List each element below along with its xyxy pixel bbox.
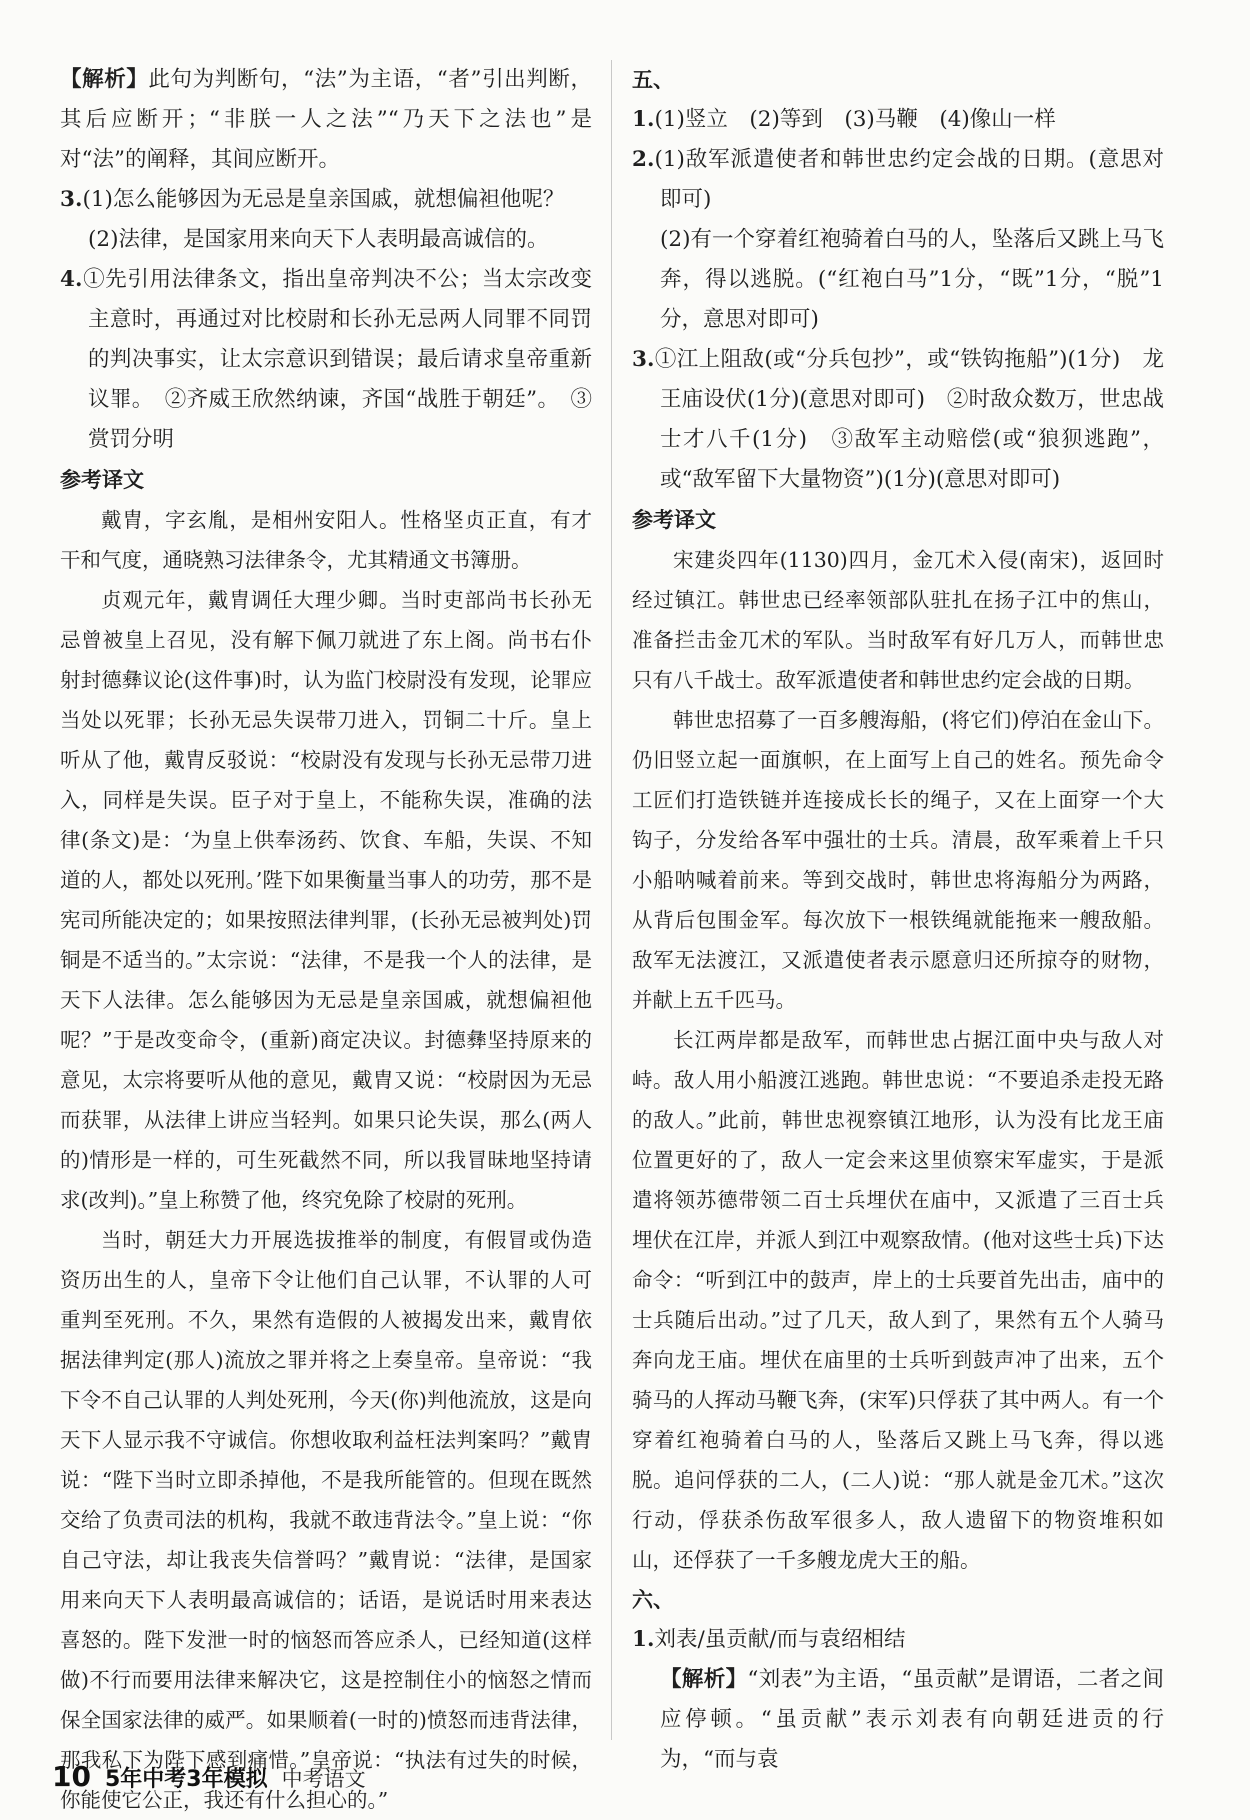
section-five-heading: 五、 (632, 68, 674, 92)
section-six-heading: 六、 (632, 1588, 674, 1612)
question-number: 4. (60, 267, 83, 292)
analysis-block (632, 1660, 1164, 1780)
book-brand: 5年中考3年模拟 (104, 1767, 268, 1792)
book-subject: 中考语文 (281, 1767, 366, 1791)
reference-translation-heading: 参考译文 (632, 508, 716, 532)
question-2 (632, 140, 1164, 220)
analysis-text: 此句为判断句，“法”为主语，“者”引出判断，其后应断开；“非朕一人之法”“乃天下之法也”是对“法”的阐释，其间应断开。 (60, 67, 592, 172)
reference-translation-heading: 参考译文 (60, 468, 144, 492)
question-number: 3. (632, 347, 655, 372)
section-six-question-1-answer: 刘表/虽贡献/而与袁绍相结 (654, 1627, 906, 1652)
left-column (60, 60, 592, 1820)
translation-paragraph: 宋建炎四年(1130)四月，金兀术入侵(南宋)，返回时经过镇江。韩世忠已经率领部队驻扎在扬子江中的焦山，准备拦击金兀术的军队。当时敌军有好几万人，而韩世忠只有八千战士。敌军派遣使者和韩世忠约定会战的日期。 (632, 548, 1164, 692)
section-six-question-1 (632, 1620, 1164, 1660)
translation-paragraph: 当时，朝廷大力开展选拔推举的制度，有假冒或伪造资历出生的人，皇帝下令让他们自己认罪，不认罪的人可重判至死刑。不久，果然有造假的人被揭发出来，戴胄依据法律判定(那人)流放之罪并将之上奏皇帝。皇帝说：“我下令不自己认罪的人判处死刑，今天(你)判他流放，这是向天下人显示我不守诚信。你想收取利益枉法判案吗？”戴胄说：“陛下当时立即杀掉他，不是我所能管的。但现在既然交给了负责司法的机构，我就不敢违背法令。”皇上说：“你自己守法，却让我丧失信誉吗？”戴胄说：“法律，是国家用来向天下人表明最高诚信的；话语，是说话时用来表达喜怒的。陛下发泄一时的恼怒而答应杀人，已经知道(这样做)不行而要用法律来解决它，这是控制住小的恼怒之情而保全国家法律的威严。如果顺着(一时的)愤怒而违背法律，那我私下为陛下感到痛惜。”皇帝说：“执法有过失的时候，你能使它公正，我还有什么担心的。” (60, 1228, 592, 1812)
translation-paragraph: 韩世忠招募了一百多艘海船，(将它们)停泊在金山下。仍旧竖立起一面旗帜，在上面写上自己的姓名。预先命令工匠们打造铁链并连接成长长的绳子，又在上面穿一个大钩子，分发给各军中强壮的士兵。清晨，敌军乘着上千只小船呐喊着前来。等到交战时，韩世忠将海船分为两路，从背后包围金军。每次放下一根铁绳就能拖来一艘敌船。敌军无法渡江，又派遣使者表示愿意归还所掠夺的财物，并献上五千匹马。 (632, 708, 1164, 1012)
question-number: 2. (632, 147, 655, 172)
translation-paragraph: 长江两岸都是敌军，而韩世忠占据江面中央与敌人对峙。敌人用小船渡江逃跑。韩世忠说：“不要追杀走投无路的敌人。”此前，韩世忠视察镇江地形，认为没有比龙王庙位置更好的了，敌人一定会来这里侦察宋军虚实，于是派遣将领苏德带领二百士兵埋伏在庙中，又派遣了三百士兵埋伏在江岸，并派人到江中观察敌情。(他对这些士兵)下达命令：“听到江中的鼓声，岸上的士兵要首先出击，庙中的士兵随后出动。”过了几天，敌人到了，果然有五个人骑马奔向龙王庙。埋伏在庙里的士兵听到鼓声冲了出来，五个骑马的人挥动马鞭飞奔，(宋军)只俘获了其中两人。有一个穿着红袍骑着白马的人，坠落后又跳上马飞奔，得以逃脱。追问俘获的二人，(二人)说：“那人就是金兀术。”这次行动，俘获杀伤敌军很多人，敌人遗留下的物资堆积如山，还俘获了一千多艘龙虎大王的船。 (632, 1028, 1164, 1572)
question-3 (60, 180, 592, 220)
translation-paragraph: 贞观元年，戴胄调任大理少卿。当时吏部尚书长孙无忌曾被皇上召见，没有解下佩刀就进了东上阁。尚书右仆射封德彝议论(这件事)时，认为监门校尉没有发现，论罪应当处以死罪；长孙无忌失误带刀进入，罚铜二十斤。皇上听从了他，戴胄反驳说：“校尉没有发现与长孙无忌带刀进入，同样是失误。臣子对于皇上，不能称失误，准确的法律(条文)是：‘为皇上供奉汤药、饮食、车船，失误、不知道的人，都处以死刑。’陛下如果衡量当事人的功劳，那不是宪司所能决定的；如果按照法律判罪，(长孙无忌被判处)罚铜是不适当的。”太宗说：“法律，不是我一个人的法律，是天下人法律。怎么能够因为无忌是皇亲国戚，就想偏袒他呢？”于是改变命令，(重新)商定决议。封德彝坚持原来的意见，太宗将要听从他的意见，戴胄又说：“校尉因为无忌而获罪，从法律上讲应当轻判。如果只论失误，那么(两人的)情形是一样的，可生死截然不同，所以我冒昧地坚持请求(改判)。”皇上称赞了他，终究免除了校尉的死刑。 (60, 588, 592, 1212)
question-3-answer: ①江上阻敌(或“分兵包抄”，或“铁钩拖船”)(1分) 龙王庙设伏(1分)(意思对即可) ②时敌众数万，世忠战士才八千(1分) ③敌军主动赔偿(或“狼狈逃跑”，或“敌军留下大量物资”)(1分)(意思对即可) (654, 347, 1164, 492)
analysis-text: “刘表”为主语，“虽贡献”是谓语，二者之间应停顿。“虽贡献”表示刘表有向朝廷进贡的行为，“而与袁 (660, 1667, 1164, 1772)
analysis-tag: 【解析】 (60, 67, 149, 92)
right-column (632, 60, 1164, 1780)
question-3-answer-1: (1)怎么能够因为无忌是皇亲国戚，就想偏袒他呢？ (82, 187, 565, 212)
question-4-answer: ①先引用法律条文，指出皇帝判决不公；当太宗改变主意时，再通过对比校尉和长孙无忌两人同罪不同罚的判决事实，让太宗意识到错误；最后请求皇帝重新议罪。 ②齐威王欣然纳谏，齐国“战胜于朝廷”。 ③赏罚分明 (82, 267, 592, 452)
question-number: 1. (632, 107, 655, 132)
analysis-block (60, 60, 592, 180)
question-4 (60, 260, 592, 460)
column-divider (611, 60, 612, 1740)
page-footer (52, 1760, 366, 1796)
question-2-answer-2: (2)有一个穿着红袍骑着白马的人，坠落后又跳上马飞奔，得以逃脱。(“红袍白马”1分，“既”1分，“脱”1分，意思对即可) (660, 227, 1164, 332)
analysis-tag: 【解析】 (660, 1667, 748, 1692)
question-number: 3. (60, 187, 83, 212)
question-number: 1. (632, 1627, 655, 1652)
translation-paragraph: 戴胄，字玄胤，是相州安阳人。性格坚贞正直，有才干和气度，通晓熟习法律条令，尤其精通文书簿册。 (60, 508, 592, 572)
question-1 (632, 100, 1164, 140)
question-1-answer: (1)竖立 (2)等到 (3)马鞭 (4)像山一样 (654, 107, 1056, 132)
question-2-answer-1: (1)敌军派遣使者和韩世忠约定会战的日期。(意思对即可) (654, 147, 1164, 212)
question-3 (632, 340, 1164, 500)
question-3-answer-2: (2)法律，是国家用来向天下人表明最高诚信的。 (88, 227, 549, 252)
page-number: 10 (52, 1760, 91, 1793)
